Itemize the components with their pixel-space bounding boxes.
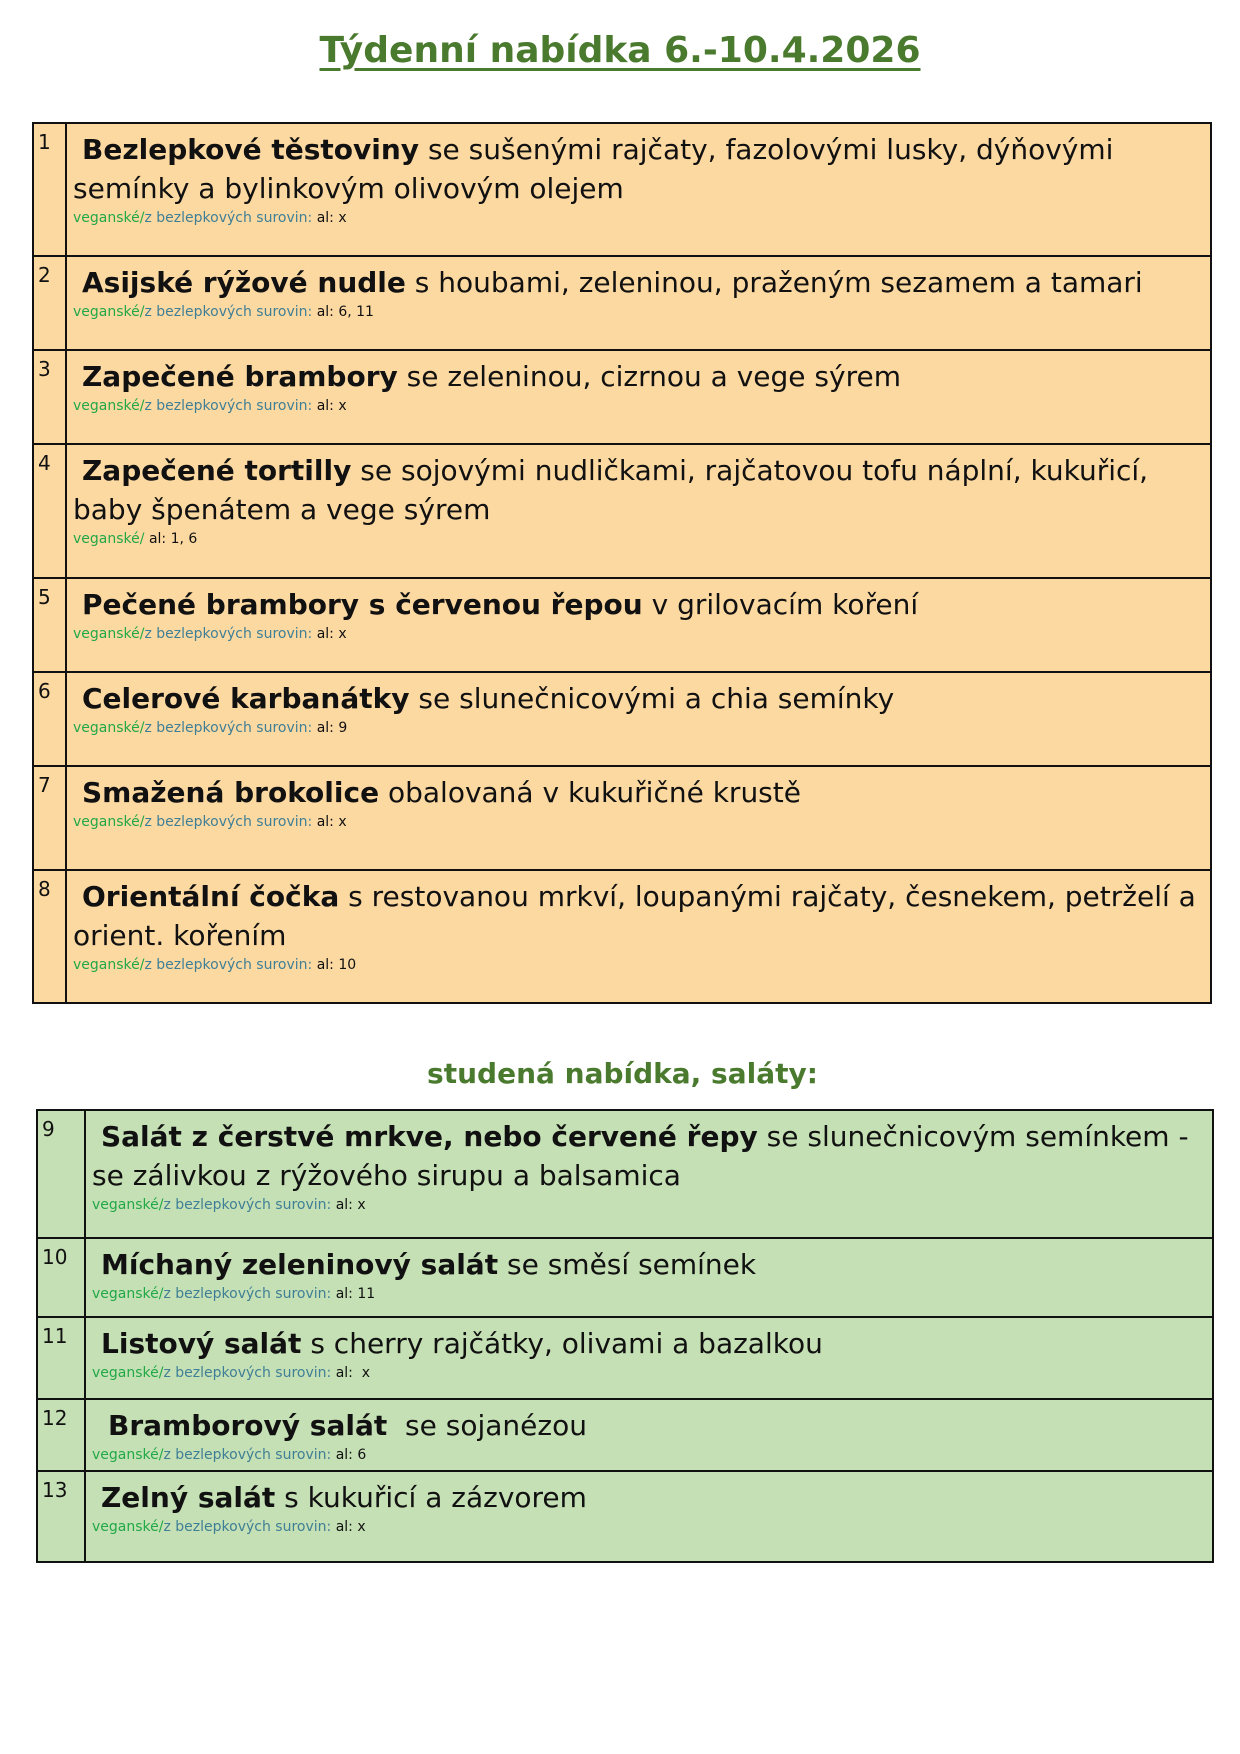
item-details: se sojovými nudličkami, rajčatovou tofu náplní, kukuřicí, baby špenátem a vege sýrem — [73, 454, 1157, 526]
vegan-label: veganské/ — [73, 626, 145, 642]
vegan-label: veganské/ — [92, 1365, 164, 1381]
item-details: se sušenými rajčaty, fazolovými lusky, dýňovými semínky a bylinkovým olivovým olejem — [73, 133, 1123, 205]
item-details: se směsí semínek — [498, 1248, 757, 1281]
allergen-codes: al: x — [335, 1519, 366, 1535]
menu-item-row — [33, 350, 1211, 444]
item-description — [92, 1245, 1204, 1284]
item-description — [73, 679, 1202, 718]
gluten-free-label: z bezlepkových surovin: — [163, 1519, 332, 1535]
allergen-info — [73, 529, 1202, 549]
item-name: Salát z čerstvé mrkve, nebo červené řepy — [101, 1120, 758, 1153]
item-content — [66, 350, 1211, 444]
item-content — [85, 1238, 1213, 1317]
allergen-codes: al: 10 — [316, 957, 357, 973]
item-content — [66, 444, 1211, 578]
gluten-free-label: z bezlepkových surovin: — [163, 1286, 332, 1302]
item-details: s restovanou mrkví, loupanými rajčaty, česnekem, petrželí a orient. kořením — [73, 880, 1205, 952]
item-details: se sojanézou — [387, 1409, 587, 1442]
gluten-free-label: z bezlepkových surovin: — [144, 626, 313, 642]
item-number: 10 — [37, 1238, 85, 1317]
allergen-info — [73, 812, 1202, 832]
allergen-info — [73, 396, 1202, 416]
item-content — [66, 672, 1211, 766]
item-name: Celerové karbanátky — [82, 682, 410, 715]
gluten-free-label: z bezlepkových surovin: — [144, 957, 313, 973]
item-details: s cherry rajčátky, olivami a bazalkou — [301, 1327, 823, 1360]
item-description — [92, 1324, 1204, 1363]
menu-item-row — [37, 1471, 1213, 1562]
item-description — [73, 130, 1202, 208]
vegan-label: veganské/ — [73, 210, 145, 226]
menu-item-row — [33, 578, 1211, 672]
item-name: Zelný salát — [101, 1481, 276, 1514]
cold-section-title: studená nabídka, saláty: — [427, 1057, 818, 1090]
item-content — [85, 1399, 1213, 1471]
gluten-free-label: z bezlepkových surovin: — [144, 720, 313, 736]
item-description — [73, 585, 1202, 624]
item-content — [85, 1471, 1213, 1562]
item-name: Bezlepkové těstoviny — [82, 133, 420, 166]
item-name: Smažená brokolice — [82, 776, 380, 809]
item-details: s kukuřicí a zázvorem — [275, 1481, 587, 1514]
item-details: se slunečnicovým semínkem - se zálivkou z rýžového sirupu a balsamica — [92, 1120, 1198, 1192]
allergen-codes: al: 6 — [335, 1447, 367, 1463]
cold-menu-table — [36, 1109, 1214, 1563]
item-details: se zeleninou, cizrnou a vege sýrem — [397, 360, 901, 393]
item-name: Listový salát — [101, 1327, 302, 1360]
item-details: v grilovacím koření — [642, 588, 919, 621]
menu-item-row — [33, 870, 1211, 1003]
gluten-free-label: z bezlepkových surovin: — [144, 304, 313, 320]
page-title — [0, 30, 1240, 71]
allergen-info — [92, 1195, 1204, 1215]
item-content — [85, 1110, 1213, 1238]
title-text: Týdenní nabídka 6.-10.4.2026 — [319, 30, 921, 71]
vegan-label: veganské/ — [92, 1286, 164, 1302]
item-number: 11 — [37, 1317, 85, 1399]
item-name: Orientální čočka — [82, 880, 340, 913]
allergen-codes: al: x — [335, 1365, 371, 1381]
item-number: 6 — [33, 672, 66, 766]
menu-item-row — [37, 1110, 1213, 1238]
item-number: 5 — [33, 578, 66, 672]
hot-menu-table — [32, 122, 1212, 1004]
menu-item-row — [33, 123, 1211, 256]
item-number: 2 — [33, 256, 66, 350]
allergen-info — [73, 955, 1202, 975]
item-name: Zapečené brambory — [82, 360, 398, 393]
item-name: Bramborový salát — [108, 1409, 388, 1442]
item-number: 13 — [37, 1471, 85, 1562]
gluten-free-label: z bezlepkových surovin: — [144, 398, 313, 414]
item-name: Pečené brambory s červenou řepou — [82, 588, 643, 621]
vegan-label: veganské/ — [73, 531, 145, 547]
gluten-free-label: z bezlepkových surovin: — [144, 210, 313, 226]
item-details: s houbami, zeleninou, praženým sezamem a tamari — [405, 266, 1143, 299]
item-name: Míchaný zeleninový salát — [101, 1248, 499, 1281]
gluten-free-label: z bezlepkových surovin: — [144, 814, 313, 830]
vegan-label: veganské/ — [92, 1447, 164, 1463]
item-content — [66, 256, 1211, 350]
allergen-codes: al: x — [316, 398, 347, 414]
item-description — [73, 773, 1202, 812]
item-name: Asijské rýžové nudle — [82, 266, 406, 299]
item-content — [66, 766, 1211, 870]
allergen-info — [92, 1363, 1204, 1383]
allergen-codes: al: x — [316, 626, 347, 642]
menu-item-row — [37, 1317, 1213, 1399]
item-description — [92, 1478, 1204, 1517]
allergen-codes: al: 6, 11 — [316, 304, 374, 320]
allergen-codes: al: 11 — [335, 1286, 376, 1302]
allergen-info — [92, 1284, 1204, 1304]
allergen-codes: al: x — [335, 1197, 366, 1213]
item-content — [85, 1317, 1213, 1399]
gluten-free-label: z bezlepkových surovin: — [163, 1447, 332, 1463]
item-number: 9 — [37, 1110, 85, 1238]
item-content — [66, 870, 1211, 1003]
menu-item-row — [37, 1399, 1213, 1471]
item-description — [73, 357, 1202, 396]
item-description — [73, 877, 1205, 955]
allergen-info — [73, 624, 1202, 644]
menu-item-row — [33, 444, 1211, 578]
menu-item-row — [33, 256, 1211, 350]
item-details: obalovaná v kukuřičné krustě — [379, 776, 801, 809]
vegan-label: veganské/ — [73, 304, 145, 320]
item-details: se slunečnicovými a chia semínky — [409, 682, 895, 715]
menu-item-row — [33, 766, 1211, 870]
item-description — [73, 451, 1202, 529]
vegan-label: veganské/ — [73, 814, 145, 830]
item-number: 12 — [37, 1399, 85, 1471]
allergen-codes: al: x — [316, 814, 347, 830]
gluten-free-label: z bezlepkových surovin: — [163, 1197, 332, 1213]
item-content — [66, 578, 1211, 672]
vegan-label: veganské/ — [92, 1519, 164, 1535]
allergen-info — [92, 1517, 1204, 1537]
item-description — [92, 1117, 1204, 1195]
vegan-label: veganské/ — [73, 957, 145, 973]
vegan-label: veganské/ — [92, 1197, 164, 1213]
item-number: 3 — [33, 350, 66, 444]
allergen-info — [73, 302, 1202, 322]
allergen-codes: al: 9 — [316, 720, 348, 736]
item-number: 7 — [33, 766, 66, 870]
item-number: 1 — [33, 123, 66, 256]
vegan-label: veganské/ — [73, 398, 145, 414]
allergen-info — [73, 718, 1202, 738]
allergen-info — [73, 208, 1202, 228]
menu-item-row — [37, 1238, 1213, 1317]
vegan-label: veganské/ — [73, 720, 145, 736]
allergen-codes: al: 1, 6 — [148, 531, 198, 547]
allergen-codes: al: x — [316, 210, 347, 226]
item-number: 4 — [33, 444, 66, 578]
item-description — [73, 263, 1202, 302]
gluten-free-label: z bezlepkových surovin: — [163, 1365, 332, 1381]
menu-item-row — [33, 672, 1211, 766]
item-description — [92, 1406, 1204, 1445]
allergen-info — [92, 1445, 1204, 1465]
item-name: Zapečené tortilly — [82, 454, 352, 487]
item-number: 8 — [33, 870, 66, 1003]
item-content — [66, 123, 1211, 256]
